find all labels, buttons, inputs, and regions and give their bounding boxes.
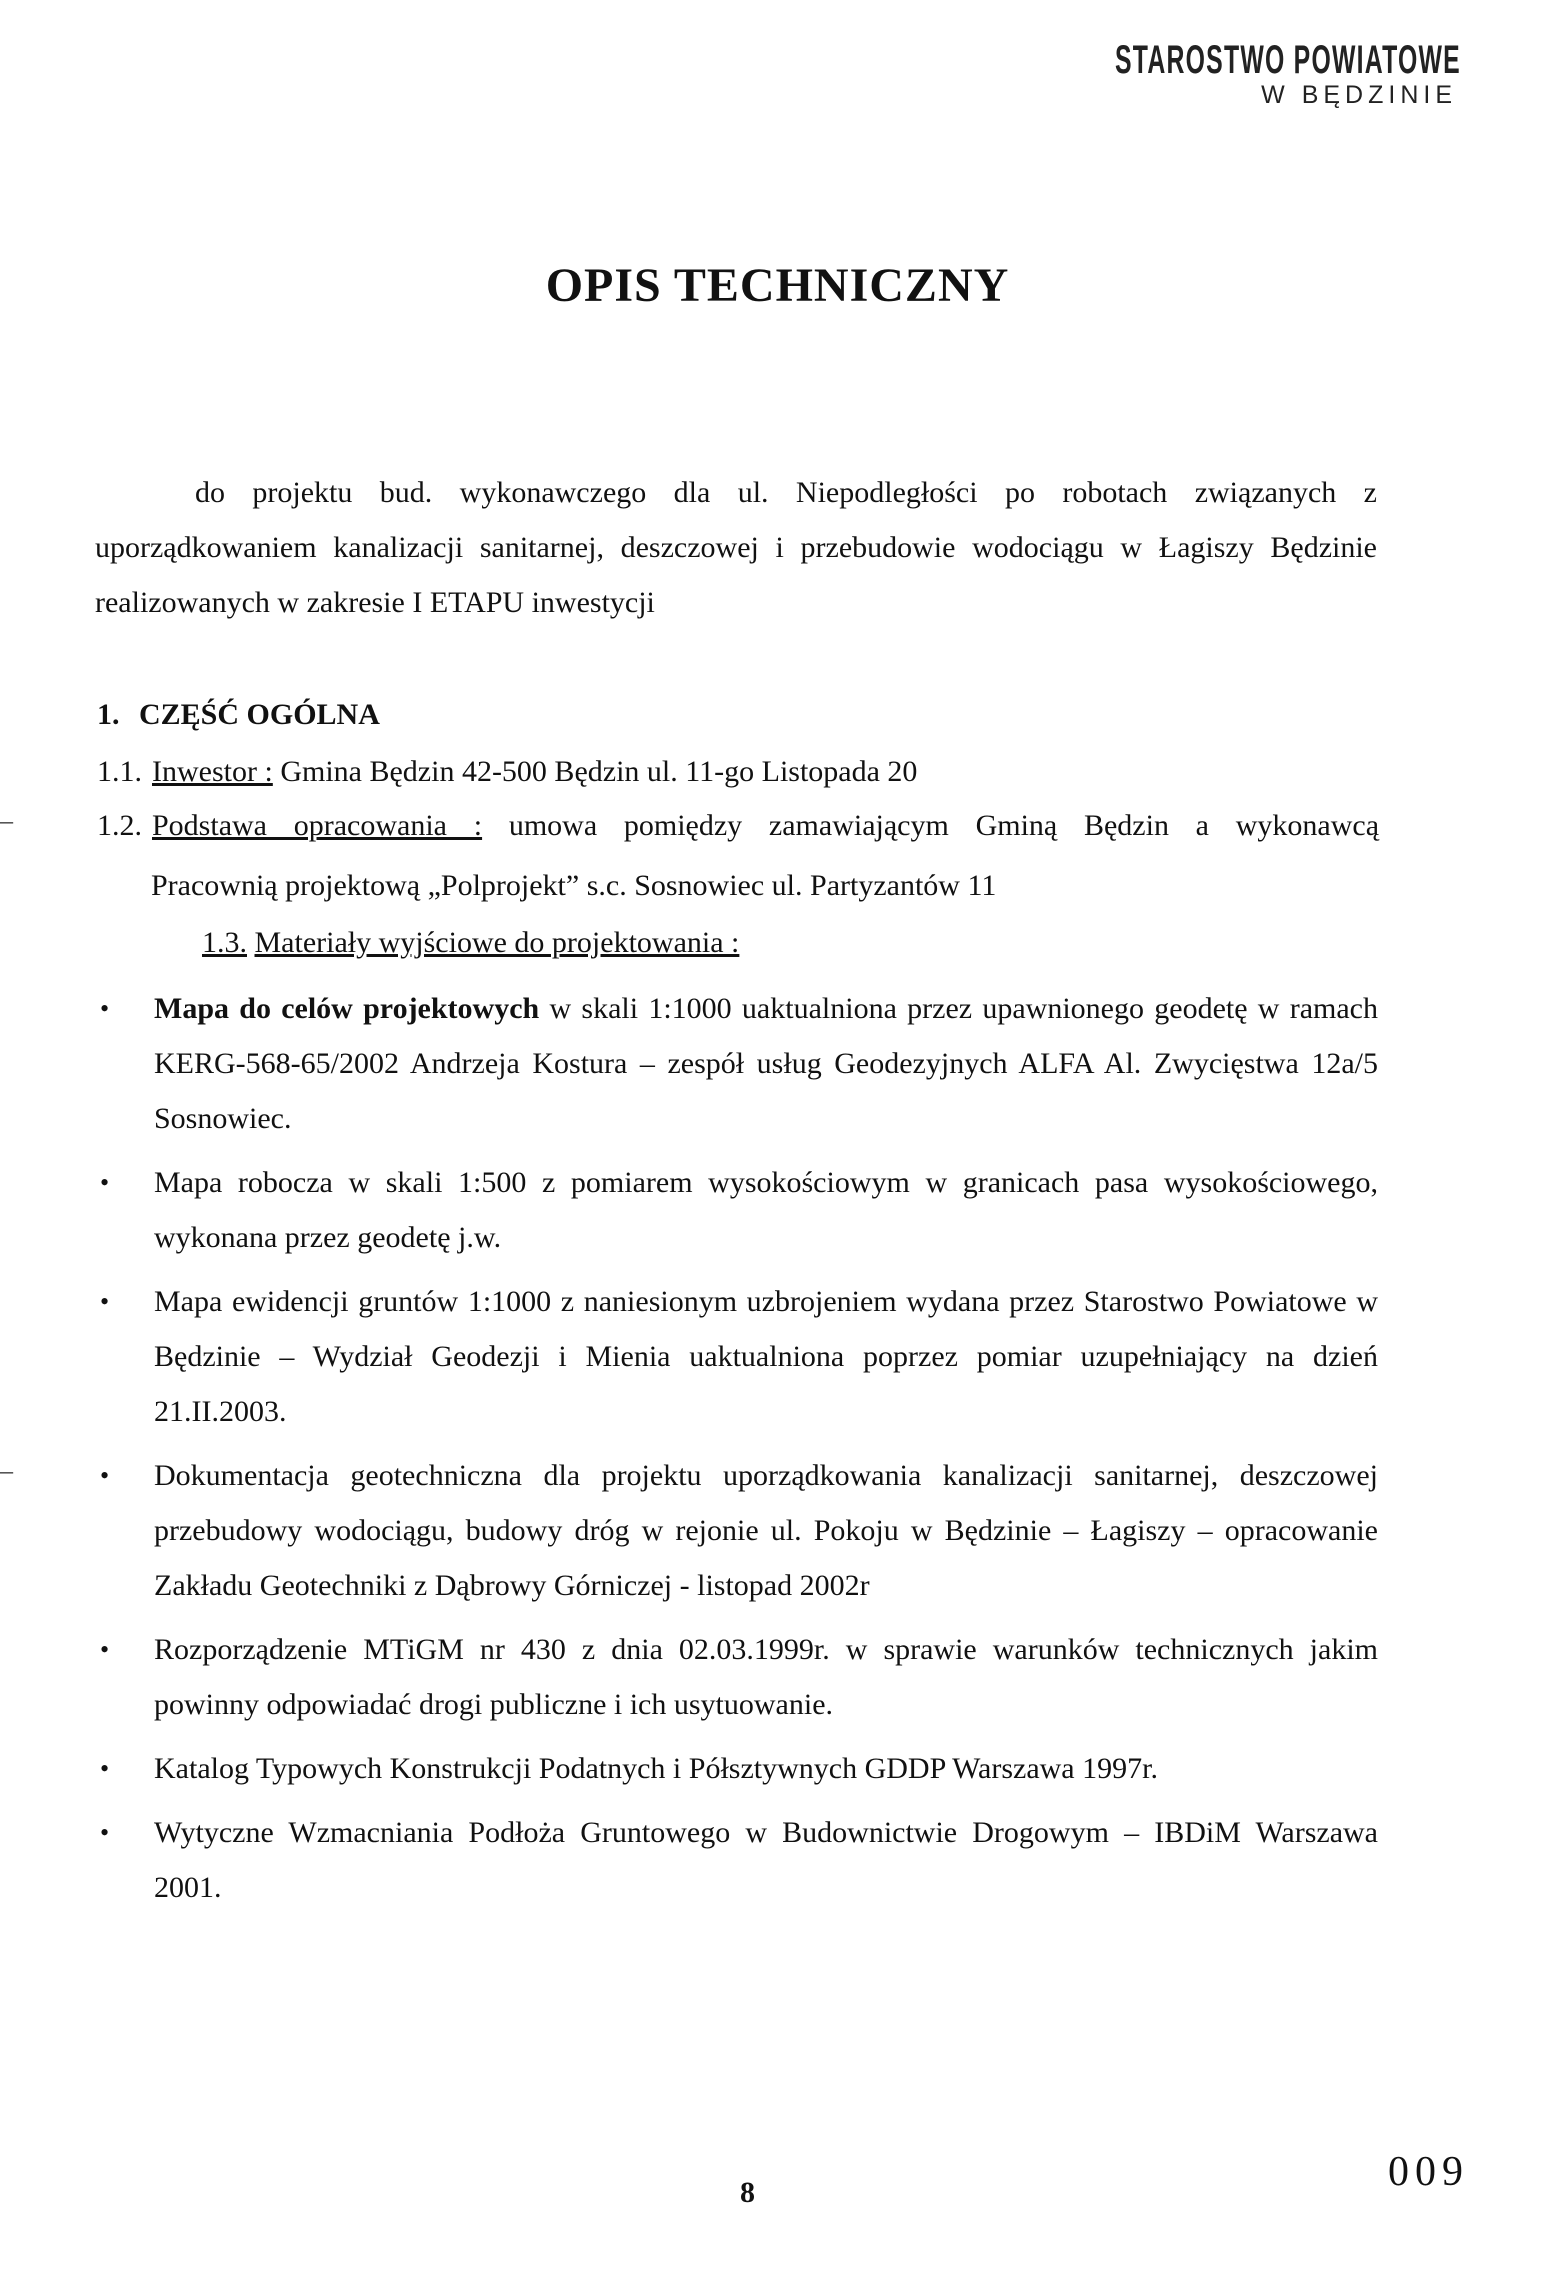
stamp-line-1: STAROSTWO POWIATOWE bbox=[1115, 38, 1461, 82]
item-label: Podstawa opracowania : bbox=[152, 809, 483, 842]
stamp-line-2: W BĘDZINIE bbox=[1261, 81, 1457, 109]
item-text: umowa pomiędzy zamawiającym Gminą Będzin a wykonawcą bbox=[508, 809, 1380, 842]
bullet-icon: • bbox=[100, 1287, 110, 1316]
list-item: • Wytyczne Wzmacniania Podłoża Gruntowego w Budownictwie Drogowym – IBDiM Warszawa 2001. bbox=[100, 1805, 1378, 1915]
margin-mark: – bbox=[0, 806, 13, 835]
list-item: • Rozporządzenie MTiGM nr 430 z dnia 02.03.1999r. w sprawie warunków technicznych jakim powinny odpowiadać drogi publiczne i ich usytuowanie. bbox=[100, 1622, 1378, 1732]
list-item: • Mapa ewidencji gruntów 1:1000 z naniesionym uzbrojeniem wydana przez Starostwo Powiatowe w Będzinie – Wydział Geodezji i Mienia uaktualniona poprzez pomiar uzupełniający na dzień 21.II.2003. bbox=[100, 1274, 1378, 1439]
intro-paragraph bbox=[95, 465, 1377, 630]
section-title: CZĘŚĆ OGÓLNA bbox=[139, 698, 380, 731]
list-item: • Dokumentacja geotechniczna dla projektu uporządkowania kanalizacji sanitarnej, deszczowej przebudowy wodociągu, budowy dróg w rejonie ul. Pokoju w Będzinie – Łagiszy – opracowanie Zakładu Geotechniki z Dąbrowy Górniczej - listopad 2002r bbox=[100, 1448, 1378, 1613]
document-title: OPIS TECHNICZNY bbox=[545, 259, 1010, 312]
intro-text: do projektu bud. wykonawczego dla ul. Niepodległości po robotach związanych z uporządkowaniem kanalizacji sanitarnej, deszczowej i przebudowie wodociągu w Łagiszy Będzinie realizowanych w zakresie I ETAPU inwestycji bbox=[95, 476, 1377, 619]
margin-mark: – bbox=[0, 1456, 13, 1485]
bullet-icon: • bbox=[100, 1818, 110, 1847]
item-number: 1.2. bbox=[97, 809, 142, 842]
item-number: 1.3. bbox=[202, 926, 247, 959]
bullet-icon: • bbox=[100, 994, 110, 1023]
item-1-3 bbox=[202, 917, 739, 969]
page-number: 8 bbox=[740, 2176, 755, 2209]
item-1-1 bbox=[97, 746, 917, 798]
sheet-number: 009 bbox=[1388, 2149, 1469, 2195]
list-item: • Mapa do celów projektowych w skali 1:1000 uaktualniona przez upawnionego geodetę w ramach KERG-568-65/2002 Andrzeja Kostura – zespół usług Geodezyjnych ALFA Al. Zwycięstwa 12a/5 Sosnowiec. bbox=[100, 981, 1378, 1146]
item-label: Materiały wyjściowe do projektowania : bbox=[254, 926, 740, 959]
item-text: Gmina Będzin 42-500 Będzin ul. 11-go Listopada 20 bbox=[280, 755, 918, 788]
bullet-icon: • bbox=[100, 1754, 110, 1783]
item-label: Inwestor : bbox=[152, 755, 273, 788]
section-number: 1. bbox=[97, 698, 120, 731]
list-item: • Katalog Typowych Konstrukcji Podatnych i Półsztywnych GDDP Warszawa 1997r. bbox=[100, 1741, 1378, 1796]
item-number: 1.1. bbox=[97, 755, 142, 788]
section-1-heading bbox=[97, 698, 380, 732]
materials-list bbox=[100, 981, 1378, 1924]
bullet-icon: • bbox=[100, 1635, 110, 1664]
bullet-icon: • bbox=[100, 1461, 110, 1490]
item-text-continued: Pracownią projektową „Polprojekt” s.c. Sosnowiec ul. Partyzantów 11 bbox=[151, 869, 997, 902]
bullet-icon: • bbox=[100, 1168, 110, 1197]
list-item: • Mapa robocza w skali 1:500 z pomiarem wysokościowym w granicach pasa wysokościowego, wykonana przez geodetę j.w. bbox=[100, 1155, 1378, 1265]
item-1-2 bbox=[97, 800, 1379, 912]
office-stamp bbox=[903, 38, 1461, 110]
